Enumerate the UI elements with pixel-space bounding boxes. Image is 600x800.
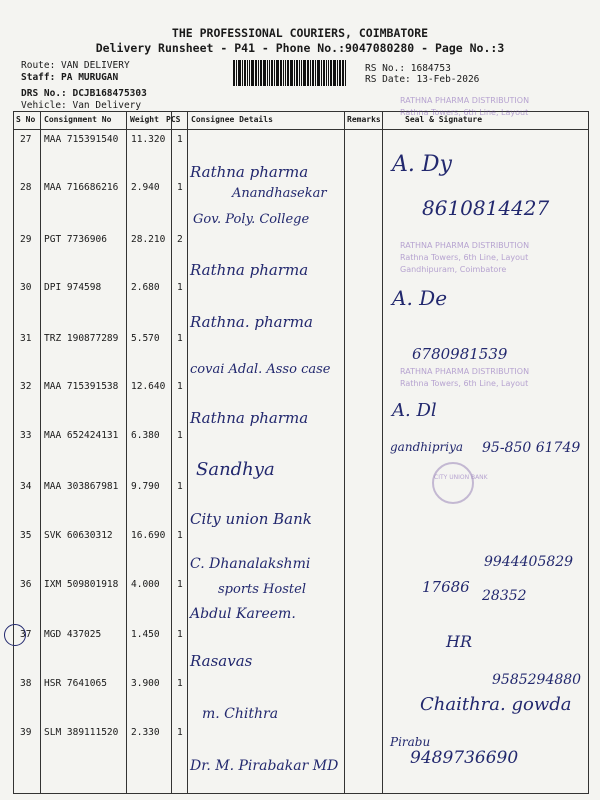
pharma-stamp-address: Rathna Towers, 6th Line, Layout [400, 108, 529, 117]
handwritten-consignee: Anandhasekar [232, 186, 327, 201]
row-consignment: MAA 715391538 [44, 381, 119, 392]
row-consignment: TRZ 190877289 [44, 333, 119, 344]
handwritten-consignee: Rathna pharma [190, 163, 309, 181]
signature-name: Pirabu [390, 735, 431, 749]
row-weight: 4.000 [131, 579, 160, 590]
row-sno: 28 [20, 182, 32, 193]
row-pcs: 1 [177, 727, 183, 738]
row-consignment: MAA 715391540 [44, 134, 119, 145]
handwritten-consignee: Rathna pharma [190, 409, 309, 427]
row-sno: 33 [20, 430, 32, 441]
handwritten-consignee: Rathna pharma [190, 261, 309, 279]
handwritten-consignee: Rasavas [190, 652, 253, 670]
rs-date: RS Date: 13-Feb-2026 [365, 74, 480, 85]
row-weight: 12.640 [131, 381, 166, 392]
col-sno: S No [16, 115, 36, 124]
pharma-stamp-address: Rathna Towers, 6th Line, Layout [400, 253, 529, 262]
row-sno: 39 [20, 727, 32, 738]
row-consignment: PGT 7736906 [44, 234, 107, 245]
city-union-bank-stamp: CITY UNION BANK [434, 474, 488, 481]
row-weight: 3.900 [131, 678, 160, 689]
row-consignment: DPI 974598 [44, 282, 102, 293]
handwritten-consignee: m. Chithra [202, 706, 279, 722]
row-pcs: 1 [177, 430, 183, 441]
row-weight: 5.570 [131, 333, 160, 344]
row-weight: 2.680 [131, 282, 160, 293]
row-consignment: MAA 716686216 [44, 182, 119, 193]
col-weight: Weight [130, 115, 159, 124]
drs-number: DRS No.: DCJB168475303 [21, 88, 147, 99]
row-sno: 35 [20, 530, 32, 541]
signature-name: Chaithra. gowda [420, 694, 572, 715]
row-weight: 11.320 [131, 134, 166, 145]
row-pcs: 1 [177, 282, 183, 293]
row-sno: 30 [20, 282, 32, 293]
signature-phone: 95-850 61749 [482, 440, 581, 456]
row-sno: 37 [20, 629, 32, 640]
signature-phone: 8610814427 [422, 196, 550, 220]
signature-mark: A. Dl [392, 400, 437, 421]
row-sno: 31 [20, 333, 32, 344]
row-weight: 9.790 [131, 481, 160, 492]
route: Route: VAN DELIVERY [21, 60, 130, 71]
row-consignment: HSR 7641065 [44, 678, 107, 689]
company-title: THE PROFESSIONAL COURIERS, COIMBATORE [171, 26, 429, 40]
circled-row-marker [4, 624, 26, 646]
row-pcs: 2 [177, 234, 183, 245]
pharma-stamp-address: Rathna Towers, 6th Line, Layout [400, 379, 529, 388]
col-consignment: Consignment No [44, 115, 112, 124]
row-consignment: MAA 303867981 [44, 481, 119, 492]
pharma-stamp-address: Gandhipuram, Coimbatore [400, 265, 507, 274]
signature-mark: A. De [392, 286, 448, 310]
row-consignment: MGD 437025 [44, 629, 102, 640]
handwritten-consignee: Dr. M. Pirabakar MD [190, 758, 339, 774]
row-pcs: 1 [177, 579, 183, 590]
row-sno: 34 [20, 481, 32, 492]
signature-phone: 6780981539 [412, 345, 508, 363]
signature-name: gandhipriya [390, 440, 464, 454]
handwritten-consignee: Rathna. pharma [190, 313, 313, 331]
row-pcs: 1 [177, 678, 183, 689]
handwritten-consignee: covai Adal. Asso case [190, 362, 331, 377]
pharma-stamp: RATHNA PHARMA DISTRIBUTION [400, 367, 530, 376]
row-pcs: 1 [177, 481, 183, 492]
row-pcs: 1 [177, 134, 183, 145]
row-pcs: 1 [177, 333, 183, 344]
row-pcs: 1 [177, 381, 183, 392]
row-weight: 28.210 [131, 234, 166, 245]
row-weight: 6.380 [131, 430, 160, 441]
handwritten-consignee: Sandhya [196, 459, 275, 480]
col-seal-signature: Seal & Signature [405, 115, 483, 124]
col-pcs: PCS [166, 115, 181, 124]
row-weight: 16.690 [131, 530, 166, 541]
signature-phone: 9944405829 [484, 554, 574, 570]
row-sno: 32 [20, 381, 32, 392]
signature-phone: 9489736690 [410, 748, 519, 768]
col-remarks: Remarks [347, 115, 381, 124]
signature-number: 28352 [482, 588, 527, 604]
runsheet-subtitle: Delivery Runsheet - P41 - Phone No.:9047080280 - Page No.:3 [95, 41, 505, 55]
staff: Staff: PA MURUGAN [21, 72, 119, 83]
vehicle: Vehicle: Van Delivery [21, 100, 142, 111]
barcode [233, 60, 359, 86]
row-sno: 27 [20, 134, 32, 145]
row-consignment: SLM 389111520 [44, 727, 119, 738]
row-weight: 1.450 [131, 629, 160, 640]
pharma-stamp: RATHNA PHARMA DISTRIBUTION [400, 241, 530, 250]
pharma-stamp: RATHNA PHARMA DISTRIBUTION [400, 96, 530, 105]
rs-number: RS No.: 1684753 [365, 63, 451, 74]
row-sno: 29 [20, 234, 32, 245]
signature-number: 17686 [422, 578, 470, 596]
col-consignee: Consignee Details [191, 115, 273, 124]
handwritten-consignee: Abdul Kareem. [190, 606, 296, 622]
handwritten-consignee: sports Hostel [218, 582, 306, 597]
row-consignment: MAA 652424131 [44, 430, 119, 441]
signature-initials: HR [446, 632, 472, 651]
row-pcs: 1 [177, 182, 183, 193]
row-pcs: 1 [177, 530, 183, 541]
signature-phone: 9585294880 [492, 672, 582, 688]
row-consignment: SVK 60630312 [44, 530, 113, 541]
handwritten-consignee: City union Bank [190, 510, 312, 528]
handwritten-consignee: Gov. Poly. College [193, 212, 310, 227]
row-sno: 38 [20, 678, 32, 689]
handwritten-consignee: C. Dhanalakshmi [190, 556, 311, 572]
row-sno: 36 [20, 579, 32, 590]
row-pcs: 1 [177, 629, 183, 640]
seal-circle [432, 462, 474, 504]
row-weight: 2.330 [131, 727, 160, 738]
row-consignment: IXM 509801918 [44, 579, 119, 590]
row-weight: 2.940 [131, 182, 160, 193]
signature-mark: A. Dy [392, 152, 452, 177]
